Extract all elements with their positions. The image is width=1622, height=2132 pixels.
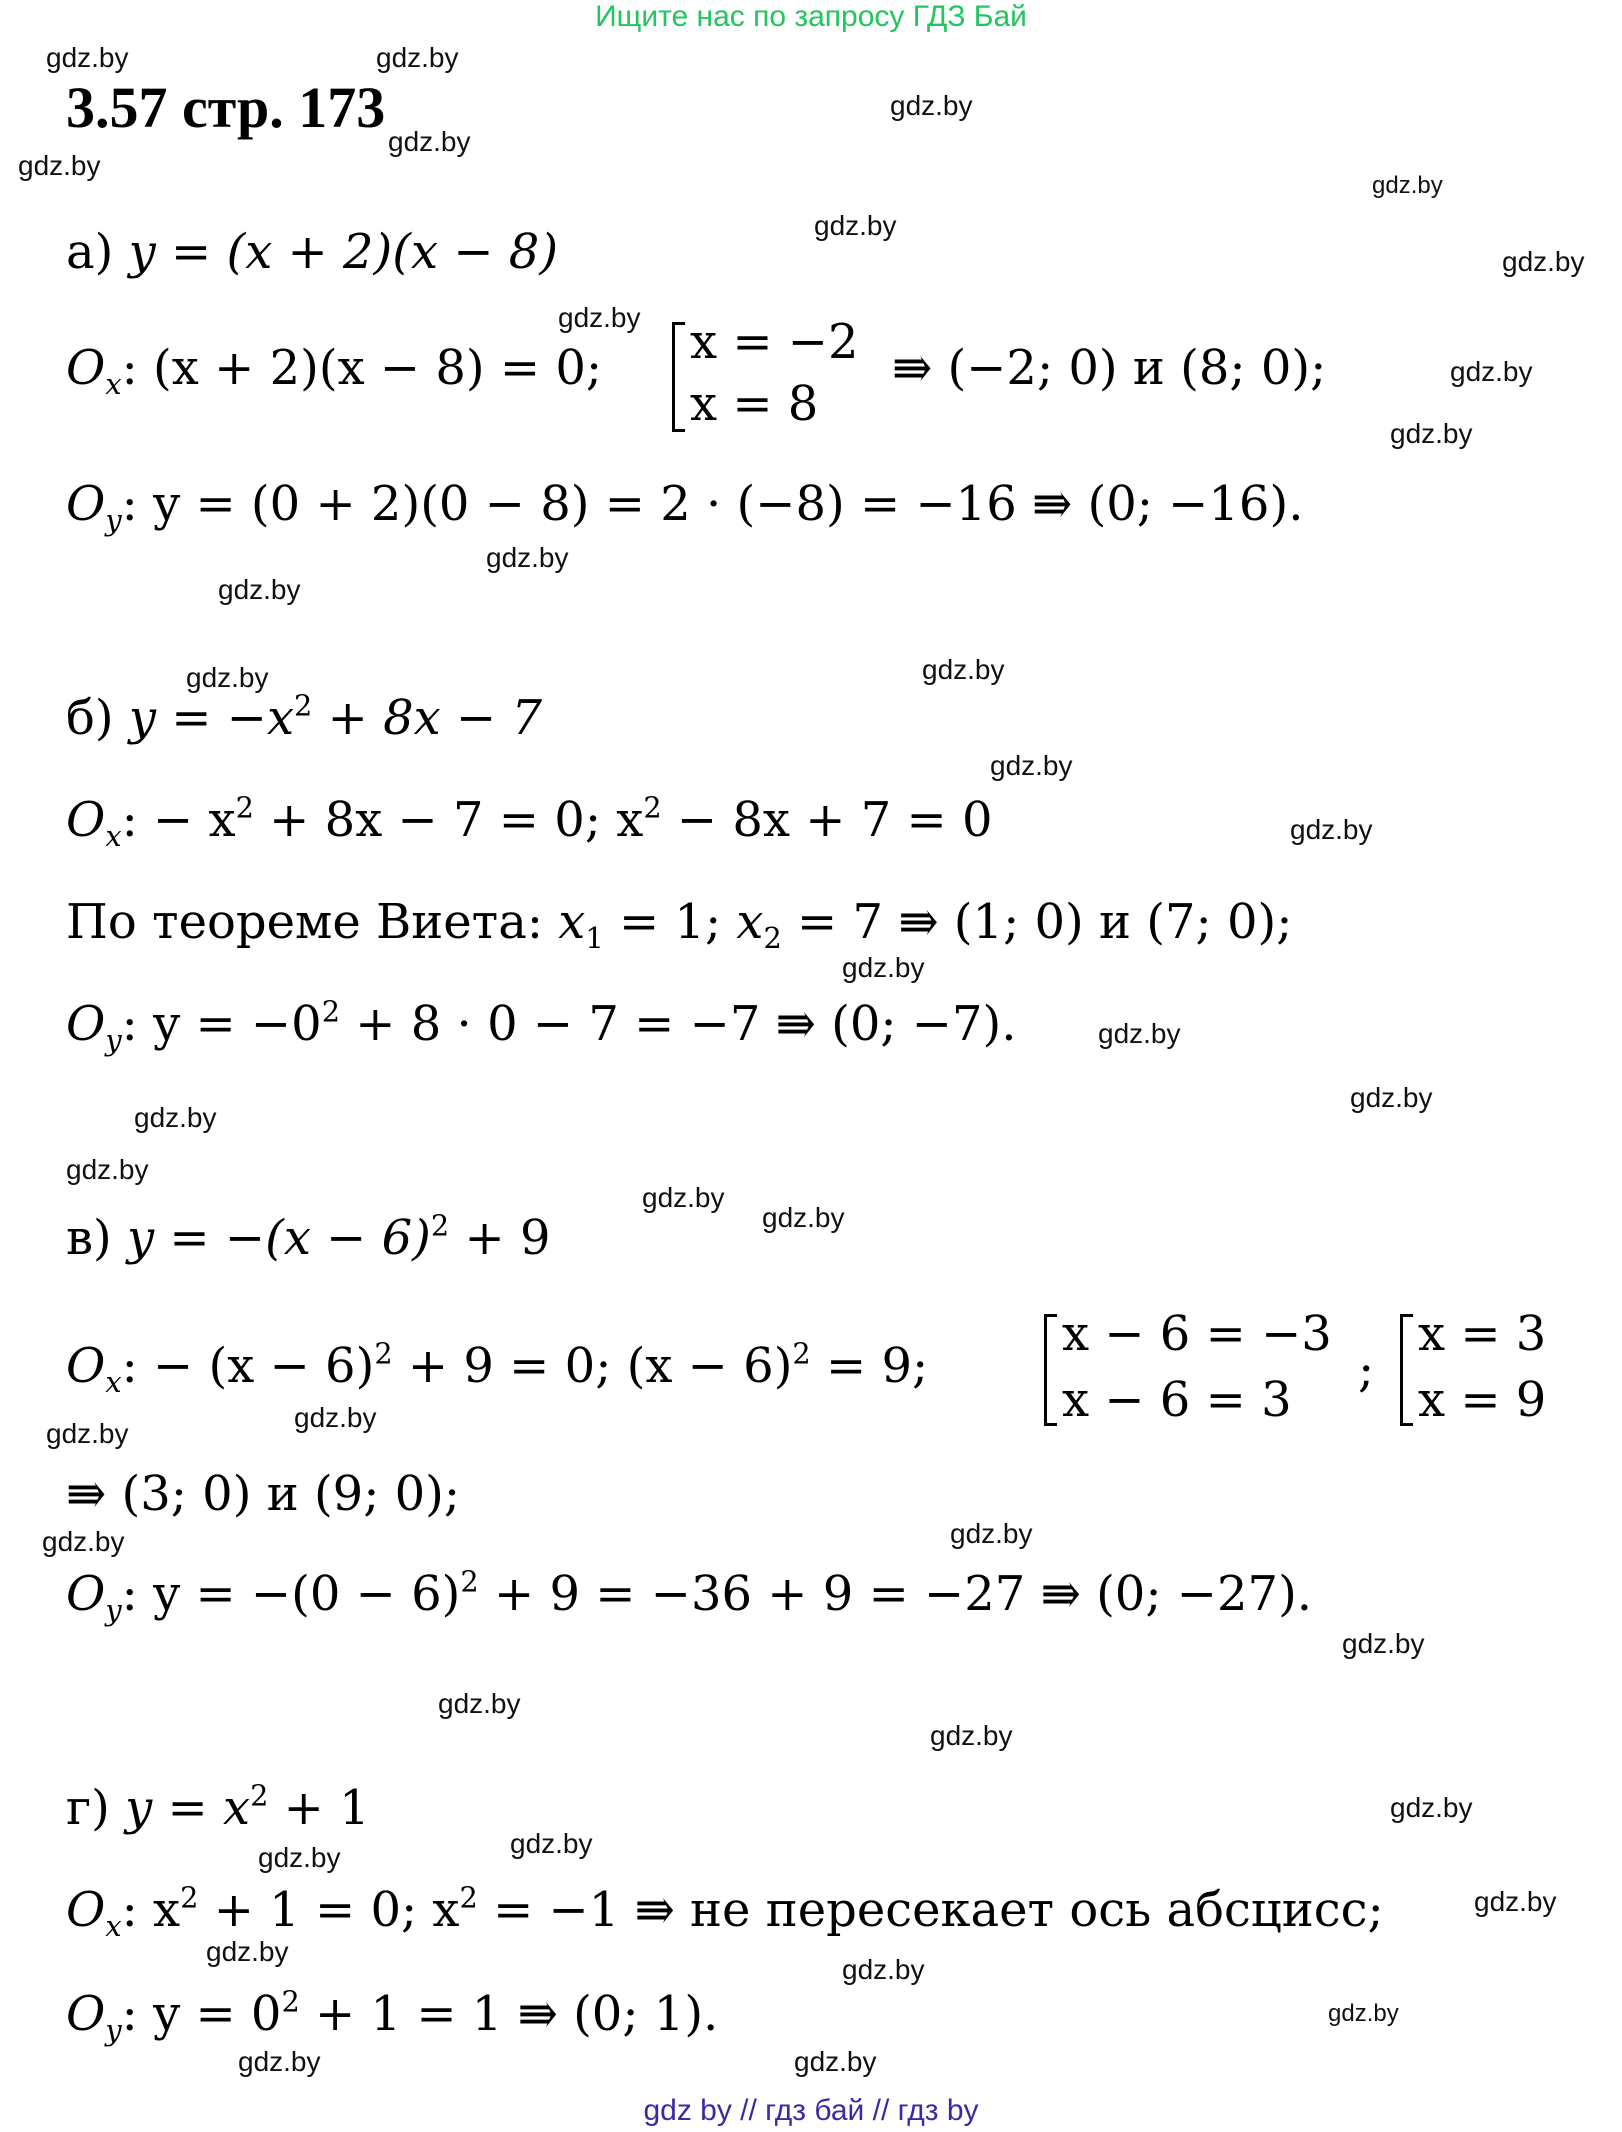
watermark: gdz.by: [438, 1688, 521, 1719]
watermark: gdz.by: [510, 1828, 593, 1859]
watermark: gdz.by: [1290, 814, 1373, 845]
watermark: gdz.by: [1098, 1018, 1181, 1049]
watermark: gdz.by: [922, 654, 1005, 685]
part-a-root-system: x = −2 x = 8: [672, 318, 902, 436]
watermark: gdz.by: [1474, 1886, 1557, 1917]
watermark: gdz.by: [762, 1202, 845, 1233]
watermark: gdz.by: [1390, 1792, 1473, 1823]
top-banner[interactable]: Ищите нас по запросу ГДЗ Бай: [595, 0, 1027, 33]
watermark: gdz.by: [558, 302, 641, 333]
watermark: gdz.by: [950, 1518, 1033, 1549]
system-separator: ;: [1358, 1342, 1375, 1398]
watermark: gdz.by: [376, 42, 459, 73]
watermark: gdz.by: [642, 1182, 725, 1213]
footer-links[interactable]: gdz by // гдз бай // гдз by: [643, 2094, 979, 2127]
part-v-function: в) $y = -(x - 6)^2 + 9$: [66, 1208, 551, 1266]
system-bracket: [1044, 1314, 1057, 1426]
watermark: gdz.by: [134, 1102, 217, 1133]
watermark: gdz.by: [66, 1154, 149, 1185]
watermark: gdz.by: [46, 42, 129, 73]
watermark: gdz.by: [258, 1842, 341, 1873]
watermark: gdz.by: [1350, 1082, 1433, 1113]
watermark: gdz.by: [930, 1720, 1013, 1751]
part-v-oy-equation: $O_y$: $y = -(0 - 6)^2 + 9 = -36 + 9 = -27$ ⇛ (0; −27).: [66, 1564, 1313, 1628]
part-v-ox-result: ⇛ (3; 0) и (9; 0);: [66, 1466, 461, 1522]
part-b-vieta-line: По теореме Виета: $x_1 = 1$; $x_2 = 7$ ⇛ (1; 0) и (7; 0);: [66, 894, 1293, 956]
watermark: gdz.by: [294, 1402, 377, 1433]
part-g-function: г) $y = x^2 + 1$: [66, 1778, 370, 1836]
part-a-ox-result: ⇛ (−2; 0) и (8; 0);: [892, 340, 1327, 396]
part-g-oy-equation: $O_y$: $y = 0^2 + 1 = 1$ ⇛ (0; 1).: [66, 1984, 719, 2048]
part-v-system-2: x = 3 x = 9: [1400, 1310, 1590, 1430]
system-bracket: [1400, 1314, 1413, 1426]
watermark: gdz.by: [218, 574, 301, 605]
watermark: gdz.by: [990, 750, 1073, 781]
part-b-oy-equation: $O_y$: $y = -0^2 + 8 \cdot 0 - 7 = -7$ ⇛ (0; −7).: [66, 994, 1017, 1058]
watermark: gdz.by: [794, 2046, 877, 2077]
watermark: gdz.by: [46, 1418, 129, 1449]
watermark: gdz.by: [1372, 172, 1443, 199]
watermark: gdz.by: [186, 662, 269, 693]
part-b-ox-equation: $O_x$: − $x^2 + 8x - 7 = 0$; $x^2 - 8x + 7 = 0$: [66, 790, 993, 854]
watermark: gdz.by: [1342, 1628, 1425, 1659]
watermark: gdz.by: [42, 1526, 125, 1557]
watermark: gdz.by: [890, 90, 973, 121]
watermark: gdz.by: [206, 1936, 289, 1967]
part-v-system-1: x − 6 = −3 x − 6 = 3: [1044, 1310, 1354, 1430]
watermark: gdz.by: [1450, 356, 1533, 387]
part-a-ox-equation: $O_x$: (x + 2)(x − 8) = 0;: [66, 340, 603, 402]
system-bracket: [672, 322, 685, 432]
watermark: gdz.by: [1502, 246, 1585, 277]
page-title: 3.57 стр. 173: [66, 75, 386, 140]
watermark: gdz.by: [842, 952, 925, 983]
watermark: gdz.by: [238, 2046, 321, 2077]
part-g-ox-equation: $O_x$: $x^2 + 1 = 0$; $x^2 = -1$ ⇛ не пересекает ось абсцисс;: [66, 1880, 1384, 1944]
watermark: gdz.by: [842, 1954, 925, 1985]
part-a-function: а) y = (x + 2)(x − 8): [66, 224, 559, 280]
watermark: gdz.by: [1390, 418, 1473, 449]
watermark: gdz.by: [486, 542, 569, 573]
watermark: gdz.by: [388, 126, 471, 157]
watermark: gdz.by: [1328, 2000, 1399, 2027]
part-a-oy-equation: $O_y$: y = (0 + 2)(0 − 8) = 2 · (−8) = −16 ⇛ (0; −16).: [66, 476, 1304, 538]
part-v-ox-equation: $O_x$: − $(x - 6)^2 + 9 = 0$; $(x - 6)^2 = 9$;: [66, 1336, 929, 1400]
watermark: gdz.by: [18, 150, 101, 181]
part-b-function: б) $y = -x^2 + 8x - 7$: [66, 688, 542, 746]
watermark: gdz.by: [814, 210, 897, 241]
